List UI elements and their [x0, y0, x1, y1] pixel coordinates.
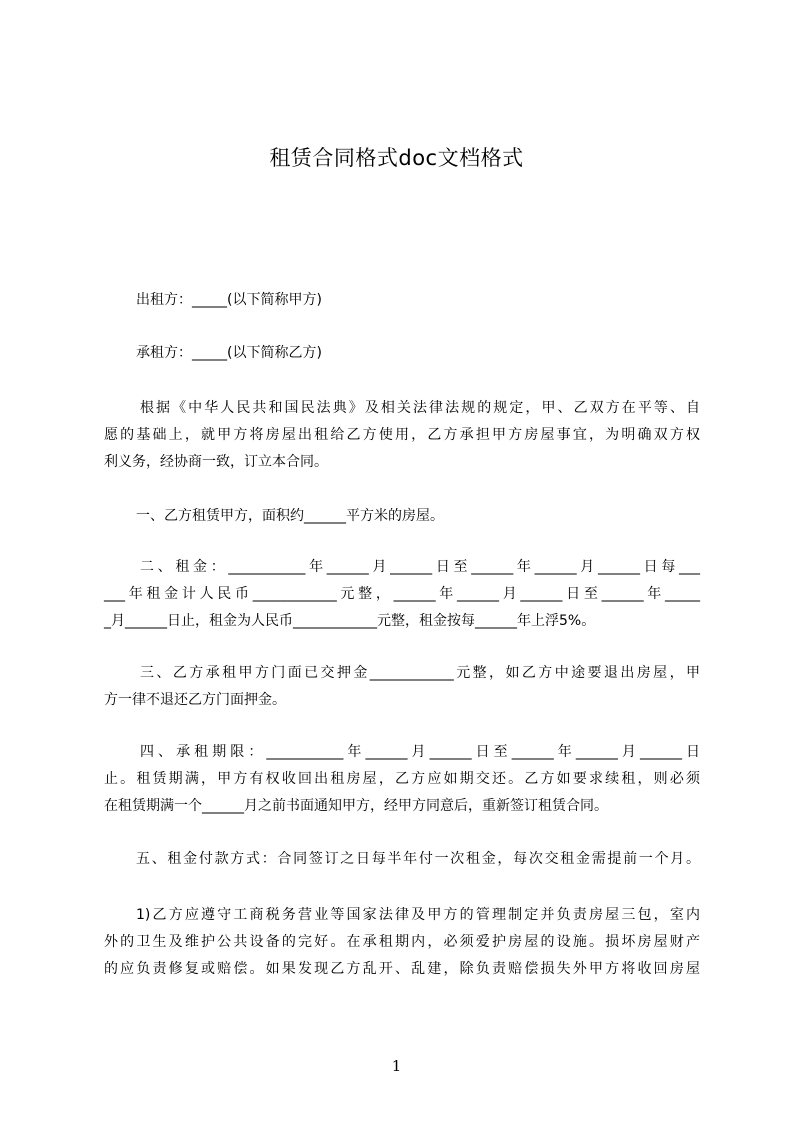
- paragraph-line: 利义务，经协商一致，订立本合同。: [104, 454, 328, 470]
- paragraph-line: ___年租金计人民币____________元整，______年______月______日至______年_____: [104, 586, 700, 602]
- item-1-paragraph: [104, 902, 700, 983]
- paragraph-line: 愿的基础上，就甲方将房屋出租给乙方使用，乙方承担甲方房屋事宜，为明确双方权: [104, 427, 700, 443]
- paragraph-line: 在租赁期满一个______月之前书面通知甲方，经甲方同意后，重新签订租赁合同。: [104, 798, 608, 814]
- paragraph-line: 的应负责修复或赔偿。如果发现乙方乱开、乱建，除负责赔偿损失外甲方将收回房屋: [104, 961, 700, 977]
- clause-5-paragraph: [104, 846, 700, 873]
- paragraph-line: 四、承租期限：___________年______月______日至______年______月______日: [140, 744, 700, 760]
- document-title: 租赁合同格式doc文档格式: [269, 146, 524, 170]
- paragraph-line: 承租方：_____(以下简称乙方): [136, 345, 322, 361]
- paragraph-line: 根据《中华人民共和国民法典》及相关法律法规的规定，甲、乙双方在平等、自: [140, 400, 700, 416]
- clause-3-paragraph: [104, 660, 700, 714]
- clause-4-paragraph: [104, 739, 700, 820]
- page-number: 1: [391, 1057, 402, 1075]
- clause-2-paragraph: [104, 554, 700, 635]
- preamble-paragraph: [104, 395, 700, 476]
- paragraph-line: 一、乙方租赁甲方，面积约______平方米的房屋。: [136, 508, 444, 524]
- paragraph-line: 五、租金付款方式：合同签订之日每半年付一次租金，每次交租金需提前一个月。: [136, 851, 700, 867]
- paragraph-line: 方一律不退还乙方门面押金。: [104, 692, 286, 708]
- lessee-line: [104, 340, 700, 367]
- paragraph-line: 三、乙方承租甲方门面已交押金____________元整，如乙方中途要退出房屋，甲: [140, 665, 700, 681]
- paragraph-line: 外的卫生及维护公共设备的完好。在承租期内，必须爱护房屋的设施。损坏房屋财产: [104, 934, 700, 950]
- lessor-line: [104, 287, 700, 314]
- paragraph-line: 出租方：_____(以下简称甲方): [136, 292, 322, 308]
- paragraph-line: _月______日止，租金为人民币____________元整，租金按每______年上浮5%。: [104, 613, 596, 629]
- clause-1-paragraph: [104, 503, 700, 530]
- paragraph-line: 1)乙方应遵守工商税务营业等国家法律及甲方的管理制定并负责房屋三包，室内: [136, 907, 700, 923]
- paragraph-line: 二、租金：___________年______月______日至______年______月______日每___: [140, 559, 700, 575]
- paragraph-line: 止。租赁期满，甲方有权收回出租房屋，乙方应如期交还。乙方如要求续租，则必须: [104, 771, 700, 787]
